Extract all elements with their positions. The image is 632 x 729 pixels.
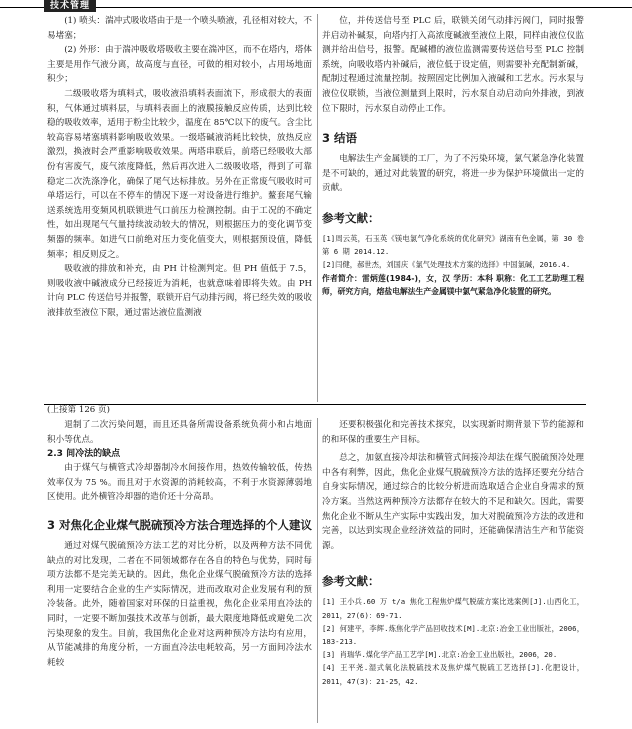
paragraph: (1) 喷头：湍冲式吸收塔由于是一个喷头喷液，孔径相对较大，不易堵塞；: [47, 16, 312, 41]
reference-item: [2] 何建平，李辉.炼焦化学产品回收技术[M].北京:冶金工业出版社，2006，183-213.: [322, 623, 584, 646]
paragraph: 位，并传送信号至 PLC 后，联锁关闭气动排污阀门，同时报警并启动补碱泵，向塔内打入高浓度碱液至液位上限，同样由液位仪监测并给出信号，报警。配碱槽的液位监测需要传送信号至 PLC 控制系统，向吸收塔内补碱后，液位低于设定值，则需要补充配制新碱，配制过程通过流量控制。按照固定比例加入液碱和工艺水。污水泵与液位仪联锁，当液位测量到上限时，污水泵自动启动向外排液，到液位下限时，污水泵自动停止工作。: [322, 16, 584, 114]
top-right-column: [322, 14, 584, 298]
section-rule: [44, 404, 586, 405]
author-bio: 作者简介：雷炳莲(1984-)，女，汉 学历：本科 职称：化工工艺助理工程师，研究方向，熔盐电解法生产金属镁中氯气紧急净化装置的研究。: [322, 273, 584, 296]
paragraph: 总之，加氨直接冷却法和横管式间接冷却法在煤气脱硫预冷处理中各有利弊，因此，焦化企业煤气脱硫预冷方法的选择还要充分结合自身实际情况，通过综合的比较分析进而选取适合企业自身需求的预冷方案。当然这两种预冷方法都存在较大的不足和缺欠。因此，需要焦化企业不断从生产实际中实践出发，加大对脱硫预冷方法的改进和完善，以达到实现企业经济效益的同时，还能确保清洁生产和节能资源。: [322, 453, 584, 551]
reference-item: [2]闫健，郝世杰，刘国庆《氯气处理技术方案的选择》中国氯碱，2016.4.: [322, 260, 571, 270]
section-heading: 3 对焦化企业煤气脱硫预冷方法合理选择的个人建议: [47, 517, 313, 532]
reference-item: [1]周云英，石玉英《镁电氯气净化系统的优化研究》湖南有色金属，第 30 卷第 6 期 2014.12.: [322, 233, 584, 257]
reference-item: [4] 王平尧.湿式氧化法脱硫技术及焦炉煤气脱硫工艺选择[J].化肥设计，2011，47(3)：21-25，42.: [322, 663, 584, 686]
subsection-heading: 2.3 间冷法的缺点: [47, 449, 121, 460]
section-tag: 技术管理: [44, 0, 96, 12]
bottom-right-column: [322, 418, 584, 688]
paragraph: 二级吸收塔为填料式，吸收液沿填料表面流下，形成很大的表面积，气体通过填料层，与填料表面上的液膜接触反应传质，达到比较稳的吸收效率，适用于粉尘比较少，温度在 85℃以下的废气。含尘比较高容易堵塞填料影响吸收效果。一级塔碱液消耗比较快，放热反应激烈，换液时会严重影响吸收效果。两塔串联后，前塔已经吸收大部份有害废气，废气浓度降低，然后再次进入二级吸收塔，得到了可靠稳定二次洗涤净化，确保了尾气达标排放。另外在正常废气吸收时可单塔运行，可以在不停车的情况下逐一对设备进行维护。鳌套尾气输送系统选用变频风机联锁进气口前压力检测控制。由于工况的不确定性，如出现尾气气量持续波动较大的情况，则根据压力的变化调节变频器的频率。如进气口前绝对压力变化值变大，则根据预设值，降低频率；相反则反之。: [47, 88, 312, 260]
paragraph: 通过对煤气脱硫预冷方法工艺的对比分析，以及两种方法不同优缺点的对比发现，二者在不同领域都存在各自的特色与优势，同时每项方法都不是完美无缺的。因此，焦化企业煤气脱硫预冷方法的选择利用一定要结合企业的生产实际情况，进而改取对企业发展有利的预冷装备。此外，随着国家对环保的日益重视，焦化企业采用直冷法的同时，一定要不断加强技术改革与创新，最大限度地降低或避免二次污染现象的发生。目前，我国焦化企业对这两种预冷方法均有应用，从节能减排的角度分析，一方面直冷法电耗较高，另一方面间冷法水耗较: [47, 540, 312, 668]
paragraph: 退制了二次污染问题，而且还具备所需设备系统负荷小和占地面积小等优点。: [47, 420, 312, 445]
paragraph: 还要积极强化和完善技术探究，以实现新时期背景下节约能源和的和环保的重要生产目标。: [322, 420, 584, 445]
conclusion-paragraph: 电解法生产金属镁的工厂，为了不污染环境，氯气紧急净化装置是不可缺的，通过对此装置的研究，将进一步为保护环境做出一定的贡献。: [322, 154, 584, 194]
reference-list: [322, 232, 584, 272]
references-heading: 参考文献：: [322, 574, 380, 589]
bottom-left-column: [47, 418, 312, 670]
references-heading: 参考文献：: [322, 210, 380, 225]
paragraph: 由于煤气与横管式冷却器制冷水间接作用，热效传输较低，传热效率仅为 75 %。而且对于水资源的消耗较高，不利于水资源薄弱地区使用。此外横管冷却器的造价还十分高昂。: [47, 463, 312, 503]
reference-list: [322, 595, 584, 687]
reference-item: [3] 肖瑞华.煤化学产品工艺学[M].北京:冶金工业出版社，2006，20.: [322, 650, 558, 660]
continued-note: (上接第 126 页): [47, 405, 110, 415]
top-left-column: [47, 14, 312, 320]
paragraph: 吸收液的排放和补充，由 PH 计检测判定。但 PH 值低于 7.5，则吸收液中碱液成分已经接近为消耗，也就意味着即将失效。由 PH 计向 PLC 传送信号并报警，联锁开启气动排污阀，将已经失效的吸收液排放至液位下限，通过雷达液位监测液: [47, 264, 312, 318]
paragraph: (2) 外形：由于湍冲吸收塔吸收主要在湍冲区，而不在塔内，塔体主要是用作气液分离，故高度与直径，可做的相对较小，占用场地面积少；: [47, 45, 312, 85]
reference-item: [1] 王小兵.60 万 t/a 焦化工程焦炉煤气脱硫方案比选案例[J].山西化工，2011，27(6)：69-71.: [322, 597, 584, 620]
column-divider: [317, 418, 318, 723]
column-divider: [317, 14, 318, 402]
conclusion-heading: 3 结语: [322, 131, 358, 146]
